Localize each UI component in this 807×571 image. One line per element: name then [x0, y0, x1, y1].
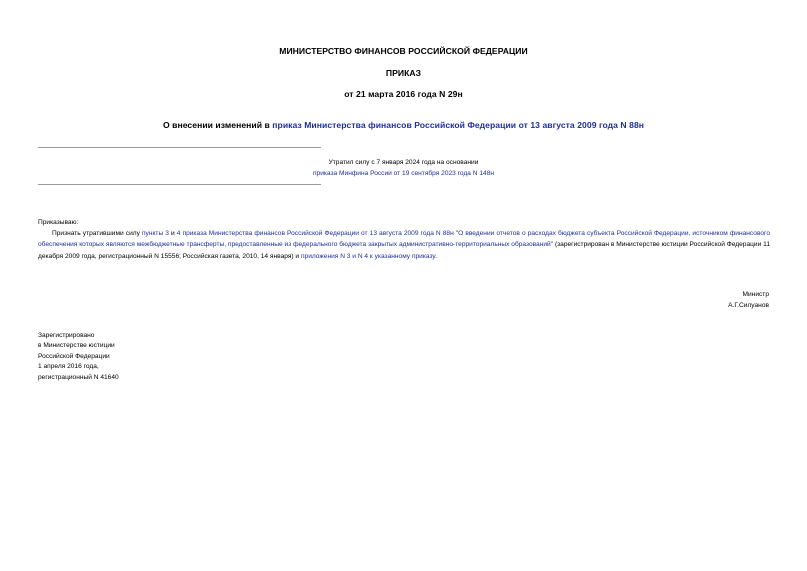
status-note-link[interactable]: приказа Минфина России от 19 сентября 2023 года N 148н — [312, 170, 495, 177]
registration-line: регистрационный N 41640 — [38, 373, 119, 381]
para-text-2: и — [168, 230, 177, 238]
doc-type-heading: ПРИКАЗ — [385, 68, 422, 78]
order-word: Приказываю: — [38, 219, 79, 226]
registration-line: Российской Федерации — [38, 352, 110, 360]
registration-block — [38, 331, 119, 383]
link-point-3[interactable]: пункты 3 — [141, 230, 169, 238]
bottom-rule — [38, 184, 321, 185]
link-said-order[interactable]: к указанному приказу — [368, 252, 436, 260]
subject-heading — [0, 120, 807, 130]
registration-line: в Министерстве юстиции — [38, 342, 115, 350]
para-text-5: . — [435, 252, 437, 260]
para-text-1: Признать утратившими силу — [52, 230, 142, 238]
signature-title: Министр — [742, 291, 769, 298]
link-appendix-3[interactable]: приложения N 3 — [300, 252, 351, 260]
para-text-3: (зарегистрирован в Министерстве юстиции Российской Федерации 11 декабря 2009 года, регистрационный N 15556; Российская газета, 2010, 14 января) и — [38, 241, 770, 260]
link-appendix-4[interactable]: N 4 — [357, 252, 369, 260]
date-number-heading: от 21 марта 2016 года N 29н — [344, 89, 463, 99]
signature-name: А.Г.Силуанов — [728, 301, 769, 309]
subject-link[interactable]: приказ Министерства финансов Российской Федерации от 13 августа 2009 года N 88н — [272, 120, 645, 130]
registration-line: Зарегистрировано — [38, 332, 95, 339]
status-note-line1: Утратил силу с 7 января 2024 года на основании — [328, 159, 479, 166]
para-text-4: и — [350, 252, 358, 260]
top-rule — [38, 147, 321, 148]
ministry-heading: МИНИСТЕРСТВО ФИНАНСОВ РОССИЙСКОЙ ФЕДЕРАЦИИ — [279, 46, 528, 56]
order-body — [38, 217, 770, 262]
link-order-88n[interactable]: приказа Министерства финансов Российской Федерации от 13 августа 2009 года N 88н "О введении отчетов о расходах бюджета субъекта Российской Федерации, источником финансового обеспечения которых являются межбюджетные трансферты, предоставленные из федерального бюджета закрытых административно-территориальных образований" — [38, 230, 770, 249]
subject-prefix: О внесении изменений в — [162, 120, 273, 130]
order-paragraph — [38, 228, 770, 262]
signature-block — [728, 290, 769, 311]
link-point-4[interactable]: 4 — [176, 230, 181, 238]
registration-line: 1 апреля 2016 года, — [38, 363, 99, 371]
